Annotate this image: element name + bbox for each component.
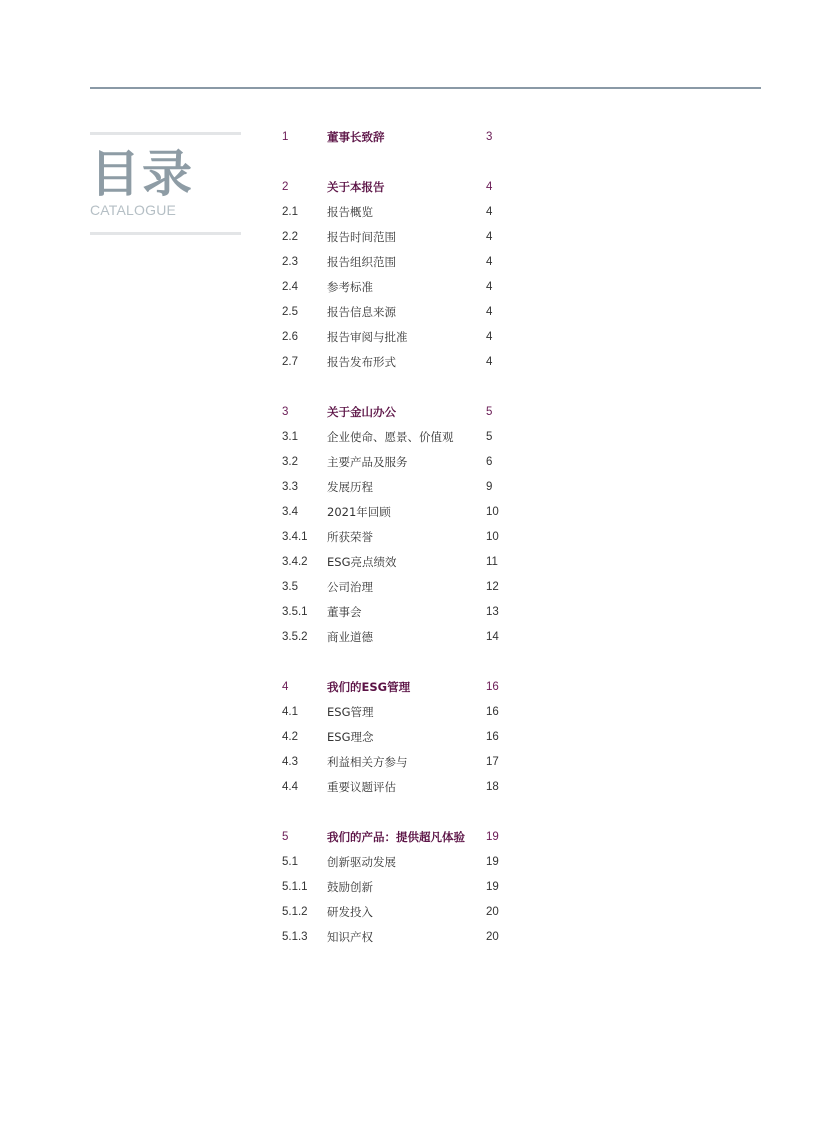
toc-page-number: 17 <box>486 756 499 768</box>
chapter-spacer <box>282 650 522 675</box>
toc-number: 2.5 <box>282 306 298 318</box>
toc-chapter-row[interactable] <box>282 675 522 700</box>
toc-page-number: 3 <box>486 131 493 143</box>
page-title: 目录 <box>90 145 194 203</box>
toc-page-number: 19 <box>486 881 499 893</box>
toc-page-number: 12 <box>486 581 499 593</box>
toc-item-row[interactable] <box>282 925 522 950</box>
toc-item-row[interactable] <box>282 750 522 775</box>
toc-page-number: 20 <box>486 906 499 918</box>
toc-title: 所获荣誉 <box>327 530 373 544</box>
page-subtitle: CATALOGUE <box>90 202 177 218</box>
toc-number: 5 <box>282 831 289 843</box>
toc-page-number: 6 <box>486 456 493 468</box>
toc-title: 鼓励创新 <box>327 880 373 894</box>
toc-title: ESG亮点绩效 <box>327 555 397 569</box>
toc-number: 2.3 <box>282 256 298 268</box>
toc-number: 3.3 <box>282 481 298 493</box>
toc-title: 报告组织范围 <box>327 255 396 269</box>
toc-page-number: 4 <box>486 206 493 218</box>
toc-item-row[interactable] <box>282 300 522 325</box>
heading-top-rule <box>90 132 241 135</box>
toc-page-number: 14 <box>486 631 499 643</box>
toc-page-number: 4 <box>486 256 493 268</box>
chapter-spacer <box>282 800 522 825</box>
toc-chapter-row[interactable] <box>282 175 522 200</box>
toc-item-row[interactable] <box>282 425 522 450</box>
toc-title: 我们的ESG管理 <box>327 680 411 694</box>
toc-item-row[interactable] <box>282 475 522 500</box>
toc-title: 主要产品及服务 <box>327 455 408 469</box>
toc-page-number: 20 <box>486 931 499 943</box>
toc-title: 创新驱动发展 <box>327 855 396 869</box>
toc-item-row[interactable] <box>282 325 522 350</box>
top-divider <box>90 87 761 89</box>
toc-page-number: 10 <box>486 531 499 543</box>
heading-bottom-rule <box>90 232 241 235</box>
toc-page-number: 4 <box>486 331 493 343</box>
toc-number: 3.2 <box>282 456 298 468</box>
toc-item-row[interactable] <box>282 700 522 725</box>
toc-title: ESG理念 <box>327 730 374 744</box>
toc-page-number: 19 <box>486 856 499 868</box>
toc-item-row[interactable] <box>282 225 522 250</box>
toc-number: 5.1 <box>282 856 298 868</box>
toc-number: 4.2 <box>282 731 298 743</box>
toc-number: 2.2 <box>282 231 298 243</box>
toc-page-number: 19 <box>486 831 499 843</box>
toc-number: 3.4 <box>282 506 298 518</box>
toc-title: 商业道德 <box>327 630 373 644</box>
toc-title: 重要议题评估 <box>327 780 396 794</box>
toc-chapter-row[interactable] <box>282 825 522 850</box>
toc-page-number: 13 <box>486 606 499 618</box>
toc-page-number: 4 <box>486 356 493 368</box>
toc-title: 发展历程 <box>327 480 373 494</box>
toc-page-number: 4 <box>486 181 493 193</box>
toc-item-row[interactable] <box>282 575 522 600</box>
toc-number: 2 <box>282 181 289 193</box>
toc-page-number: 4 <box>486 281 493 293</box>
toc-number: 2.6 <box>282 331 298 343</box>
toc-title: 2021年回顾 <box>327 505 391 519</box>
toc-page-number: 10 <box>486 506 499 518</box>
toc-number: 3.1 <box>282 431 298 443</box>
toc-number: 3.5.1 <box>282 606 308 618</box>
toc-number: 3.5.2 <box>282 631 308 643</box>
toc-number: 4.4 <box>282 781 298 793</box>
toc-title: 参考标准 <box>327 280 373 294</box>
toc-item-row[interactable] <box>282 500 522 525</box>
toc-page-number: 11 <box>486 556 498 568</box>
table-of-contents <box>282 125 522 950</box>
toc-page-number: 18 <box>486 781 499 793</box>
toc-title: 报告发布形式 <box>327 355 396 369</box>
toc-number: 5.1.3 <box>282 931 308 943</box>
toc-title: 我们的产品：提供超凡体验 <box>327 830 465 844</box>
toc-item-row[interactable] <box>282 525 522 550</box>
toc-page-number: 16 <box>486 731 499 743</box>
toc-item-row[interactable] <box>282 900 522 925</box>
toc-item-row[interactable] <box>282 200 522 225</box>
toc-title: 报告信息来源 <box>327 305 396 319</box>
toc-title: 报告时间范围 <box>327 230 396 244</box>
toc-item-row[interactable] <box>282 450 522 475</box>
toc-page-number: 5 <box>486 406 493 418</box>
toc-number: 5.1.1 <box>282 881 308 893</box>
toc-title: 董事会 <box>327 605 362 619</box>
toc-title: 企业使命、愿景、价值观 <box>327 430 454 444</box>
toc-number: 3.4.2 <box>282 556 308 568</box>
toc-title: 关于本报告 <box>327 180 385 194</box>
toc-page-number: 9 <box>486 481 493 493</box>
toc-number: 2.1 <box>282 206 298 218</box>
toc-item-row[interactable] <box>282 550 522 575</box>
toc-item-row[interactable] <box>282 350 522 375</box>
toc-item-row[interactable] <box>282 775 522 800</box>
toc-number: 4 <box>282 681 289 693</box>
toc-item-row[interactable] <box>282 725 522 750</box>
toc-number: 5.1.2 <box>282 906 308 918</box>
chapter-spacer <box>282 375 522 400</box>
toc-page-number: 5 <box>486 431 493 443</box>
toc-title: 关于金山办公 <box>327 405 396 419</box>
toc-number: 3.4.1 <box>282 531 308 543</box>
toc-item-row[interactable] <box>282 250 522 275</box>
toc-page-number: 16 <box>486 681 499 693</box>
toc-item-row[interactable] <box>282 850 522 875</box>
toc-number: 4.1 <box>282 706 298 718</box>
toc-page-number: 4 <box>486 306 493 318</box>
toc-title: 报告审阅与批准 <box>327 330 408 344</box>
toc-number: 2.4 <box>282 281 298 293</box>
catalogue-heading <box>90 132 241 235</box>
toc-title: ESG管理 <box>327 705 374 719</box>
toc-item-row[interactable] <box>282 275 522 300</box>
toc-chapter-row[interactable] <box>282 400 522 425</box>
toc-item-row[interactable] <box>282 625 522 650</box>
toc-number: 1 <box>282 131 289 143</box>
toc-item-row[interactable] <box>282 875 522 900</box>
chapter-spacer <box>282 150 522 175</box>
toc-number: 3.5 <box>282 581 298 593</box>
toc-title: 董事长致辞 <box>327 130 385 144</box>
toc-title: 报告概览 <box>327 205 373 219</box>
toc-page-number: 16 <box>486 706 499 718</box>
toc-title: 知识产权 <box>327 930 373 944</box>
toc-title: 公司治理 <box>327 580 373 594</box>
toc-chapter-row[interactable] <box>282 125 522 150</box>
toc-number: 3 <box>282 406 289 418</box>
toc-number: 4.3 <box>282 756 298 768</box>
toc-title: 利益相关方参与 <box>327 755 408 769</box>
toc-item-row[interactable] <box>282 600 522 625</box>
toc-page-number: 4 <box>486 231 493 243</box>
toc-number: 2.7 <box>282 356 298 368</box>
toc-title: 研发投入 <box>327 905 373 919</box>
